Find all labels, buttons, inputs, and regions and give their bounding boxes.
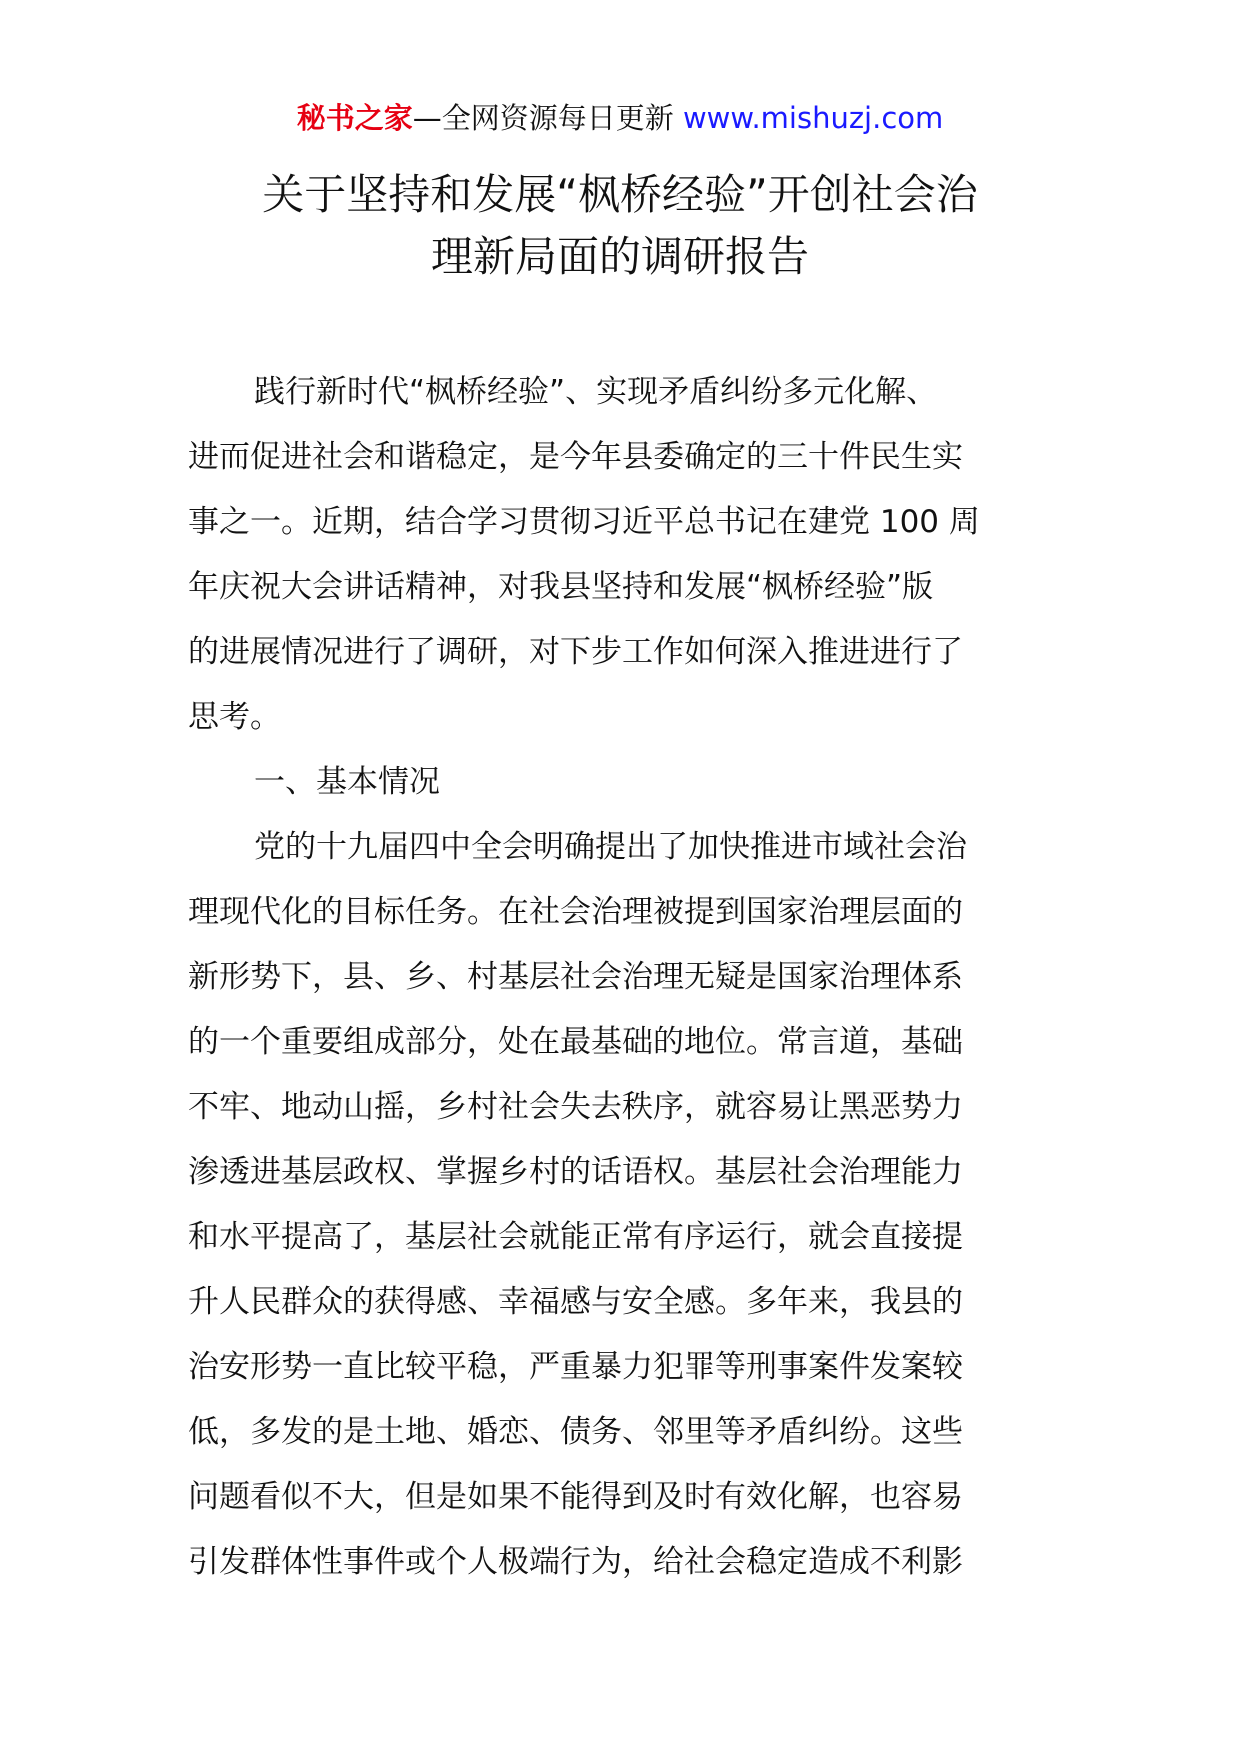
paragraph-line: 党的十九届四中全会明确提出了加快推进市域社会治: [254, 829, 967, 865]
document-body: [188, 360, 1056, 1595]
paragraph-line: 和水平提高了，基层社会就能正常有序运行，就会直接提: [188, 1219, 963, 1255]
paragraph-line: 问题看似不大，但是如果不能得到及时有效化解，也容易: [188, 1479, 963, 1515]
website-link[interactable]: www.mishuzj.com: [682, 101, 944, 135]
paragraph-line: 新形势下，县、乡、村基层社会治理无疑是国家治理体系: [188, 959, 963, 995]
paragraph-line: 事之一。近期，结合学习贯彻习近平总书记在建党 100 周: [188, 504, 980, 540]
paragraph-line: 年庆祝大会讲话精神，对我县坚持和发展“枫桥经验”版: [188, 569, 934, 605]
paragraph-line: 低，多发的是土地、婚恋、债务、邻里等矛盾纠纷。这些: [188, 1414, 963, 1450]
paragraph-line: 升人民群众的获得感、幸福感与安全感。多年来，我县的: [188, 1284, 963, 1320]
section-heading: 一、基本情况: [254, 764, 440, 800]
paragraph-line: 引发群体性事件或个人极端行为，给社会稳定造成不利影: [188, 1544, 963, 1580]
document-header: [0, 98, 1240, 138]
paragraph-line: 践行新时代“枫桥经验”、实现矛盾纠纷多元化解、: [254, 374, 938, 410]
paragraph-line: 不牢、地动山摇，乡村社会失去秩序，就容易让黑恶势力: [188, 1089, 963, 1125]
brand-name: 秘书之家: [296, 101, 413, 135]
header-slogan: —全网资源每日更新: [412, 101, 674, 135]
paragraph-line: 思考。: [188, 699, 281, 735]
paragraph-line: 治安形势一直比较平稳，严重暴力犯罪等刑事案件发案较: [188, 1349, 963, 1385]
paragraph-line: 的一个重要组成部分，处在最基础的地位。常言道，基础: [188, 1024, 963, 1060]
paragraph-line: 理现代化的目标任务。在社会治理被提到国家治理层面的: [188, 894, 963, 930]
title-line: 理新局面的调研报告: [430, 232, 809, 281]
title-line: 关于坚持和发展“枫桥经验”开创社会治: [262, 170, 978, 219]
paragraph-line: 渗透进基层政权、掌握乡村的话语权。基层社会治理能力: [188, 1154, 963, 1190]
paragraph-line: 进而促进社会和谐稳定，是今年县委确定的三十件民生实: [188, 439, 963, 475]
document-title: [150, 164, 1090, 288]
paragraph-line: 的进展情况进行了调研，对下步工作如何深入推进进行了: [188, 634, 963, 670]
